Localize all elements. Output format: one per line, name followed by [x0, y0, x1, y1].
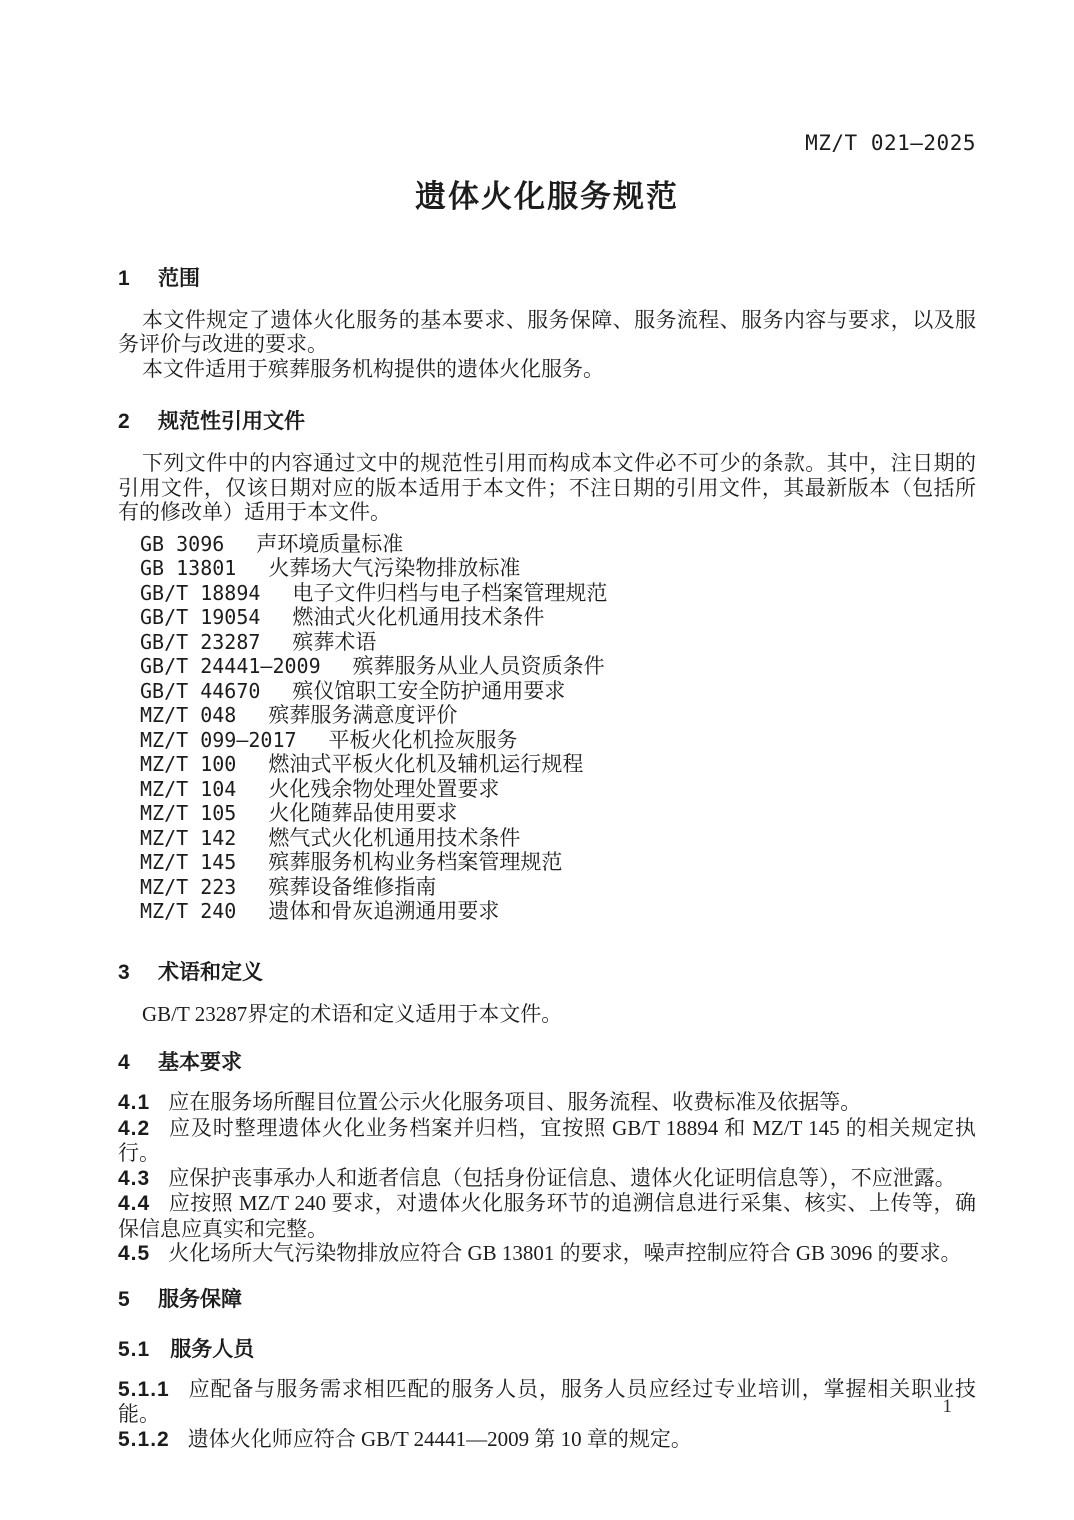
reference-title: 殡葬服务机构业务档案管理规范	[268, 850, 563, 874]
references-list	[140, 532, 976, 924]
section-5-label: 服务保障	[158, 1287, 242, 1311]
reference-title: 火葬场大气污染物排放标准	[268, 556, 521, 580]
reference-title: 殡葬服务满意度评价	[268, 703, 458, 727]
references-intro: 下列文件中的内容通过文中的规范性引用而构成本文件必不可少的条款。其中，注日期的引用文件，仅该日期对应的版本适用于本文件；不注日期的引用文件，其最新版本（包括所有的修改单）适用于本文件。	[118, 451, 976, 524]
reference-title: 遗体和骨灰追溯通用要求	[268, 899, 500, 923]
clause-4-1	[118, 1090, 976, 1116]
section-4-heading	[118, 1050, 976, 1076]
clause-number: 4.2	[118, 1116, 151, 1140]
reference-title: 声环境质量标准	[256, 531, 404, 556]
clause-text: 应保护丧事承办人和逝者信息（包括身份证信息、遗体火化证明信息等），不应泄露。	[168, 1165, 956, 1190]
reference-code: MZ/T 142	[140, 825, 237, 850]
section-4-number: 4	[118, 1051, 131, 1074]
section-3-number: 3	[118, 960, 131, 984]
reference-item	[140, 679, 976, 704]
reference-code: GB/T 19054	[140, 605, 261, 629]
section-4-clauses	[118, 1090, 976, 1267]
page-number: 1	[942, 1396, 952, 1417]
section-4-label: 基本要求	[158, 1051, 242, 1074]
section-5-1-number: 5.1	[118, 1337, 151, 1361]
section-2-label: 规范性引用文件	[158, 410, 305, 433]
clause-number: 4.1	[118, 1091, 151, 1114]
reference-code: MZ/T 099—2017	[140, 727, 297, 752]
clause-5-1-1	[118, 1377, 976, 1427]
reference-code: GB/T 24441—2009	[140, 654, 321, 678]
section-1-number: 1	[118, 266, 131, 290]
section-1-heading	[118, 266, 976, 292]
clause-text: 遗体火化师应符合 GB/T 24441—2009 第 10 章的规定。	[187, 1426, 692, 1451]
reference-title: 火化残余物处理处置要求	[268, 776, 500, 801]
clause-4-2	[118, 1116, 976, 1166]
reference-code: GB/T 18894	[140, 580, 261, 605]
reference-item	[140, 826, 976, 851]
terms-paragraph: GB/T 23287界定的术语和定义适用于本文件。	[142, 1001, 563, 1026]
reference-code: MZ/T 100	[140, 752, 237, 776]
reference-item	[140, 703, 976, 728]
scope-paragraph-1: 本文件规定了遗体火化服务的基本要求、服务保障、服务流程、服务内容与要求，以及服务评价与改进的要求。	[118, 307, 976, 356]
reference-title: 殡葬设备维修指南	[268, 874, 437, 899]
clause-text: 应按照 MZ/T 240 要求，对遗体火化服务环节的追溯信息进行采集、核实、上传等，确保信息应真实和完整。	[118, 1191, 976, 1241]
doc-code: MZ/T 021—2025	[805, 131, 976, 155]
reference-title: 殡葬术语	[292, 629, 377, 654]
clause-text: 火化场所大气污染物排放应符合 GB 13801 的要求，噪声控制应符合 GB 3096 的要求。	[168, 1241, 962, 1265]
section-3-label: 术语和定义	[158, 960, 263, 984]
clause-number: 4.4	[118, 1192, 151, 1215]
clause-text: 应在服务场所醒目位置公示火化服务项目、服务流程、收费标准及依据等。	[168, 1090, 862, 1114]
reference-code: MZ/T 048	[140, 703, 237, 727]
clause-4-3	[118, 1166, 976, 1192]
section-2-heading	[118, 409, 976, 435]
clause-number: 5.1.1	[118, 1377, 170, 1401]
reference-title: 平板火化机捡灰服务	[328, 727, 518, 752]
reference-item	[140, 728, 976, 753]
clause-number: 5.1.2	[118, 1427, 170, 1451]
reference-item	[140, 899, 976, 924]
reference-item	[140, 581, 976, 606]
reference-item	[140, 801, 976, 826]
clause-number: 4.3	[118, 1166, 151, 1190]
clause-4-5	[118, 1241, 976, 1267]
section-2-number: 2	[118, 410, 131, 433]
reference-code: GB/T 44670	[140, 678, 261, 703]
reference-code: MZ/T 240	[140, 899, 237, 923]
reference-code: GB 3096	[140, 531, 225, 556]
clause-number: 4.5	[118, 1242, 151, 1265]
section-3-heading	[118, 960, 976, 986]
section-1-label: 范围	[158, 266, 200, 290]
scope-paragraph-2: 本文件适用于殡葬服务机构提供的遗体火化服务。	[142, 356, 604, 381]
reference-item	[140, 556, 976, 581]
page-title: 遗体火化服务规范	[415, 178, 679, 214]
reference-title: 电子文件归档与电子档案管理规范	[292, 580, 608, 605]
reference-item	[140, 752, 976, 777]
reference-title: 燃气式火化机通用技术条件	[268, 825, 521, 850]
section-5-heading	[118, 1287, 976, 1313]
clause-5-1-2	[118, 1427, 976, 1453]
reference-code: GB/T 23287	[140, 629, 261, 654]
reference-item	[140, 777, 976, 802]
reference-code: MZ/T 104	[140, 776, 237, 801]
section-5-number: 5	[118, 1287, 131, 1311]
clause-4-4	[118, 1191, 976, 1241]
reference-code: MZ/T 223	[140, 874, 237, 899]
clause-text: 应及时整理遗体火化业务档案并归档，宜按照 GB/T 18894 和 MZ/T 145 的相关规定执行。	[118, 1115, 976, 1165]
reference-title: 燃油式火化机通用技术条件	[292, 605, 545, 629]
reference-code: MZ/T 105	[140, 801, 237, 825]
section-5-1-label: 服务人员	[170, 1337, 255, 1361]
reference-title: 燃油式平板火化机及辅机运行规程	[268, 752, 584, 776]
reference-item	[140, 630, 976, 655]
reference-code: GB 13801	[140, 556, 237, 580]
clause-text: 应配备与服务需求相匹配的服务人员，服务人员应经过专业培训，掌握相关职业技能。	[118, 1376, 976, 1426]
reference-code: MZ/T 145	[140, 850, 237, 874]
reference-title: 殡葬服务从业人员资质条件	[352, 654, 605, 678]
section-5-clauses	[118, 1377, 976, 1453]
reference-item	[140, 605, 976, 630]
section-5-1-heading	[118, 1337, 976, 1363]
reference-item	[140, 850, 976, 875]
reference-item	[140, 532, 976, 557]
reference-title: 殡仪馆职工安全防护通用要求	[292, 678, 566, 703]
reference-item	[140, 654, 976, 679]
reference-title: 火化随葬品使用要求	[268, 801, 458, 825]
reference-item	[140, 875, 976, 900]
